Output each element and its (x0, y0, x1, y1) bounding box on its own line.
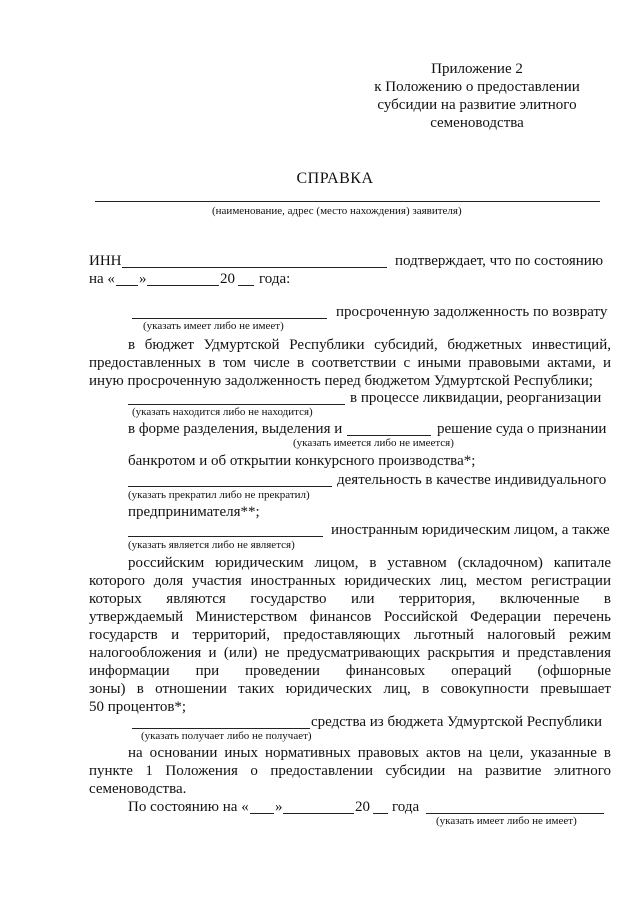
document-title: СПРАВКА (296, 170, 374, 187)
foreign-line-5: государств и территорий, предоставляющих льготный налоговый режим (89, 627, 611, 643)
court-decision-text: решение суда о признании (437, 421, 607, 437)
date-year-prefix: 20 (220, 271, 235, 287)
liquidation-hint: (указать находится либо не находится) (132, 406, 313, 418)
appendix-line-2: к Положению о предоставлении (374, 79, 580, 95)
entrepreneur-hint: (указать прекратил либо не прекратил) (128, 489, 310, 501)
bankrupt-text: банкротом и об открытии конкурсного производства*; (128, 453, 476, 469)
foreign-last-line: 50 процентов*; (89, 699, 187, 715)
inn-field-line[interactable] (122, 267, 387, 268)
funds-field-line[interactable] (132, 728, 310, 729)
funds-line-2: пункте 1 Положения о предоставлении субсидии на развитие элитного (89, 763, 611, 779)
date-day-field[interactable] (116, 285, 138, 286)
appendix-line-1: Приложение 2 (431, 61, 523, 77)
foreign-line-6: налогообложения и (или) не предусматривающих раскрытия и представления (89, 645, 611, 661)
funds-line-1: на основании иных нормативных правовых актов на цели, указанные в (128, 745, 611, 761)
funds-hint: (указать получает либо не получает) (141, 730, 312, 742)
appendix-line-3: субсидии на развитие элитного (377, 97, 577, 113)
final-year-field[interactable] (373, 813, 388, 814)
foreign-line-8: зоны) в отношении таких юридических лиц, в совокупности превышает (89, 681, 611, 697)
debt-line-1: в бюджет Удмуртской Республики субсидий, бюджетных инвестиций, (128, 337, 611, 353)
date-month-field[interactable] (147, 285, 219, 286)
final-year-prefix: 20 (355, 799, 370, 815)
debt-field-line[interactable] (132, 318, 327, 319)
final-status-field[interactable] (426, 813, 604, 814)
applicant-hint: (наименование, адрес (место нахождения) заявителя) (212, 205, 462, 217)
final-day-field[interactable] (250, 813, 274, 814)
funds-text: средства из бюджета Удмуртской Республики (311, 714, 603, 730)
foreign-line-7: информации при проведении финансовых операций (офшорные (89, 663, 611, 679)
inn-confirms-text: подтверждает, что по состоянию (395, 253, 604, 269)
foreign-hint: (указать является либо не является) (128, 539, 295, 551)
appendix-line-4: семеноводства (430, 115, 524, 131)
final-mid: » (275, 799, 283, 815)
foreign-field-line[interactable] (128, 536, 323, 537)
debt-text: просроченную задолженность по возврату (336, 304, 608, 320)
foreign-line-3: которых являются государство или территория, включенные в (89, 591, 611, 607)
debt-line-2: предоставленных в том числе в соответствии с иными правовыми актами, и (89, 355, 611, 371)
liquidation-text: в процессе ликвидации, реорганизации (350, 390, 602, 406)
entrepreneur-text: деятельность в качестве индивидуального (337, 472, 607, 488)
foreign-line-2: которого доля участия иностранных юридических лиц, местом регистрации (89, 573, 611, 589)
foreign-line-4: утверждаемый Министерством финансов Российской Федерации перечень (89, 609, 611, 625)
court-decision-hint: (указать имеется либо не имеется) (293, 437, 454, 449)
entrepreneur-text-2: предпринимателя**; (128, 504, 260, 520)
funds-last-line: семеноводства. (89, 781, 187, 797)
date-year-field[interactable] (238, 285, 254, 286)
foreign-line-1: российским юридическим лицом, в уставном (складочном) капитале (128, 555, 611, 571)
date-mid: » (139, 271, 147, 287)
liquidation-form-text: в форме разделения, выделения и (128, 421, 343, 437)
court-decision-field-line[interactable] (347, 435, 431, 436)
final-hint: (указать имеет либо не имеет) (436, 815, 577, 827)
foreign-text: иностранным юридическим лицом, а также (331, 522, 610, 538)
liquidation-field-line[interactable] (128, 404, 345, 405)
debt-hint: (указать имеет либо не имеет) (143, 320, 284, 332)
applicant-field-line[interactable] (95, 201, 600, 202)
final-year-suffix: года (392, 799, 420, 815)
final-prefix: По состоянию на « (128, 799, 249, 815)
final-month-field[interactable] (283, 813, 354, 814)
inn-label: ИНН (89, 253, 122, 269)
date-year-suffix: года: (259, 271, 291, 287)
entrepreneur-field-line[interactable] (128, 486, 332, 487)
debt-line-3: иную просроченную задолженность перед бюджетом Удмуртской Республики; (89, 373, 593, 389)
date-prefix: на « (89, 271, 115, 287)
